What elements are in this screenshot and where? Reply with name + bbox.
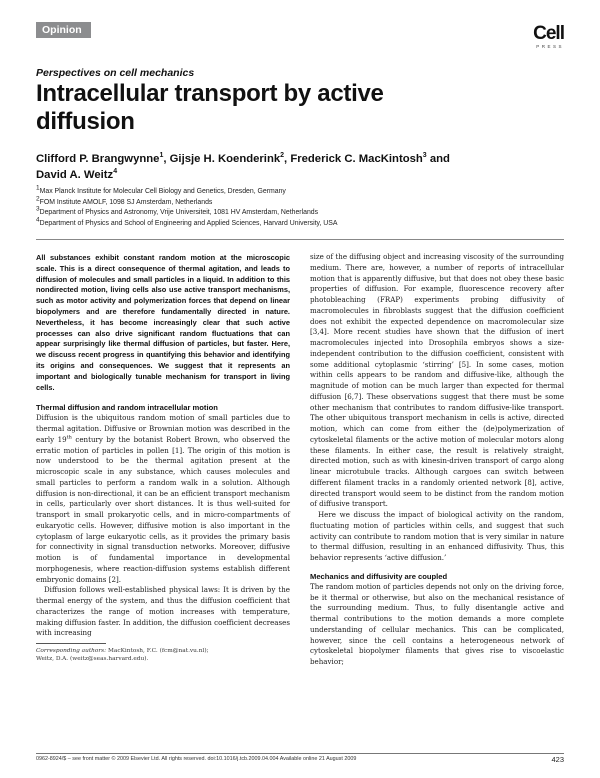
affiliation-text: FOM Institute AMOLF, 1098 SJ Amsterdam, Netherlands xyxy=(39,198,213,206)
paragraph-text: century by the botanist Robert Brown, who observed the erratic motion of particles in pollen [1]. The origin of this motion is now understood to be the thermal agitation present at the microscopic scale in any substance, which causes molecules and small particles to perform a random walk in a solution. Although diffusion is non-directional, it can be an efficient transport mechanism in cells, particularly over short distances. It is thus well-suited for transport in small prokaryotic cells, and in micro-compartments of eukaryotic cells. However, diffusive motion is also important in the cytoplasm of large eukaryotic cells, as it provides the primary basis for connectivity in signal transduction networks. Moreover, diffusive motion is of fundamental importance in developmental morphogenesis, where reaction-diffusion systems establish different embryonic domains [2]. xyxy=(36,434,290,584)
body-paragraph: The random motion of particles depends not only on the driving force, be it thermal or otherwise, but also on the mechanical resistance of the surrounding medium. Thus, to fully disentangle active and thermal contributions to the motion demands a more complete understanding of cellular mechanics. This can be complicated, however, since the cell contains a heterogeneous network of cytoskeletal biopolymer filaments that gives rise to viscoelastic behavior; xyxy=(310,581,564,666)
affiliation-sup: 4 xyxy=(36,216,40,224)
author-affil-sup: 4 xyxy=(113,168,118,176)
ordinal-sup: th xyxy=(66,434,72,441)
author-name: David A. Weitz xyxy=(36,169,114,181)
header-divider xyxy=(36,239,564,240)
body-paragraph xyxy=(36,413,290,585)
corresponding-authors xyxy=(36,647,290,663)
author-name: Clifford P. Brangwynne xyxy=(36,153,160,165)
footnote-label: Corresponding authors: xyxy=(36,648,107,655)
cell-press-logo xyxy=(516,24,564,49)
author-name: Frederick C. MacKintosh xyxy=(290,153,423,165)
paragraph-text: Diffusion is the ubiquitous random motion of small particles due to thermal agitation. Diffusive or Brownian motion was described in the early 19 xyxy=(36,413,290,444)
footnote-divider xyxy=(36,643,106,644)
author-separator: , xyxy=(163,153,170,165)
affiliation-sup: 3 xyxy=(36,205,40,213)
left-column xyxy=(36,253,290,663)
footnote-line: MacKintosh, F.C. (fcm@nat.vu.nl); xyxy=(106,648,209,655)
section-tab: Opinion xyxy=(36,22,91,38)
author-and: and xyxy=(426,153,450,165)
affiliation-text: Max Planck Institute for Molecular Cell Biology and Genetics, Dresden, Germany xyxy=(39,188,286,195)
footer-divider xyxy=(36,753,564,754)
logo-word: Cell xyxy=(533,23,564,44)
section-heading: Mechanics and diffusivity are coupled xyxy=(310,571,448,581)
author-separator: , xyxy=(284,153,291,165)
article-title: Intracellular transport by active diffusion xyxy=(36,80,384,135)
author-affil-sup: 2 xyxy=(280,152,285,160)
logo-sub: PRESS xyxy=(536,44,564,49)
affiliation-text: Department of Physics and School of Engineering and Applied Sciences, Harvard University, USA xyxy=(39,219,338,227)
page-number: 423 xyxy=(551,755,564,764)
author-list xyxy=(36,151,556,183)
section-heading: Thermal diffusion and random intracellular motion xyxy=(36,403,218,413)
footnote-line: Weitz, D.A. (weitz@seas.harvard.edu). xyxy=(36,656,149,663)
affiliation-item xyxy=(36,205,566,219)
series-label: Perspectives on cell mechanics xyxy=(36,67,195,79)
affiliation-sup: 1 xyxy=(36,184,40,192)
affiliations xyxy=(36,184,566,229)
affiliation-item xyxy=(36,195,566,209)
affiliation-sup: 2 xyxy=(36,195,40,203)
body-paragraph: size of the diffusing object and increasing viscosity of the surrounding medium. There are, however, a number of reports of intracellular motion that is apparently diffusive, but that does not obey these basic properties of diffusion. For example, fluorescence recovery after photobleaching (FRAP) experiments probing diffusivity of macromolecules in fibroblasts suggest that the diffusion coefficient does not exhibit the expected dependence on macromolecular size [3,4]. More recent studies have shown that the diffusion of inert macromolecules injected into Drosophila embryos shows a size-independent contribution to the diffusion coefficient, consistent with some additional cytoplasmic ‘stirring’ [5]. In some cases, motion within cells appears to be random and diffusive-like, although the magnitude of motion can be much larger than expected for thermal diffusion [6,7]. These observations suggest that there must be some other mechanism that contributes to random diffusive-like transport. The other ubiquitous transport mechanism in cells is active, directed motion, which can come from either the (de)polymerization of cytoskeletal filaments or the active motion of molecular motors along these filaments. In either case, the result is relatively straight, directed motion, such as with kinesin-driven transport of cargo along linear microtubule tracks. Although cargoes can switch between different filament tracks in a randomly oriented network [8], active, directed transport would seem to be distinct from the random motion of diffusive transport. xyxy=(310,252,564,509)
author-name: Gijsje H. Koenderink xyxy=(169,153,281,165)
body-paragraph: Diffusion follows well-established physical laws: It is driven by the thermal energy of the system, and thus the diffusion coefficient that characterizes the range of motion increases with temperature, making diffusion faster. In addition, the diffusion coefficient decreases with increasing xyxy=(36,585,290,638)
footer-copyright: 0962-8924/$ – see front matter © 2009 Elsevier Ltd. All rights reserved. doi:10.1016/j.tcb.2009.04.004 Available online 21 August 2009 xyxy=(36,756,357,762)
section-gap xyxy=(310,564,564,571)
right-column xyxy=(310,252,564,668)
affiliation-item xyxy=(36,184,566,198)
author-affil-sup: 3 xyxy=(422,152,427,160)
abstract: All substances exhibit constant random motion at the microscopic scale. This is a direct consequence of thermal agitation, and leads to diffusion of molecules and small particles in a liquid. In addition to this nondirected motion, living cells also use active transport mechanisms, such as motor activity and polymerization forces that depend on linear biopolymers and are therefore fundamentally directed in nature. Nevertheless, it has become increasingly clear that such active processes can also drive significant random fluctuations that can appear surprisingly like thermal diffusion of particles, but faster. Here, we discuss recent progress in quantifying this behavior and identifying its origins and consequences. We suggest that it represents an important and biologically tunable mechanism for transport in living cells. xyxy=(36,253,290,392)
affiliation-text: Department of Physics and Astronomy, Vrije Universiteit, 1081 HV Amsterdam, Netherlands xyxy=(39,209,319,217)
body-paragraph: Here we discuss the impact of biological activity on the random, fluctuating motion of particles within cells, and suggest that such activity can contribute to random motion that is very similar in nature to thermal diffusion, resulting in an enhanced diffusivity. Thus, this behavior represents ‘active diffusion.’ xyxy=(310,510,564,562)
affiliation-item xyxy=(36,216,566,230)
author-affil-sup: 1 xyxy=(159,152,164,160)
